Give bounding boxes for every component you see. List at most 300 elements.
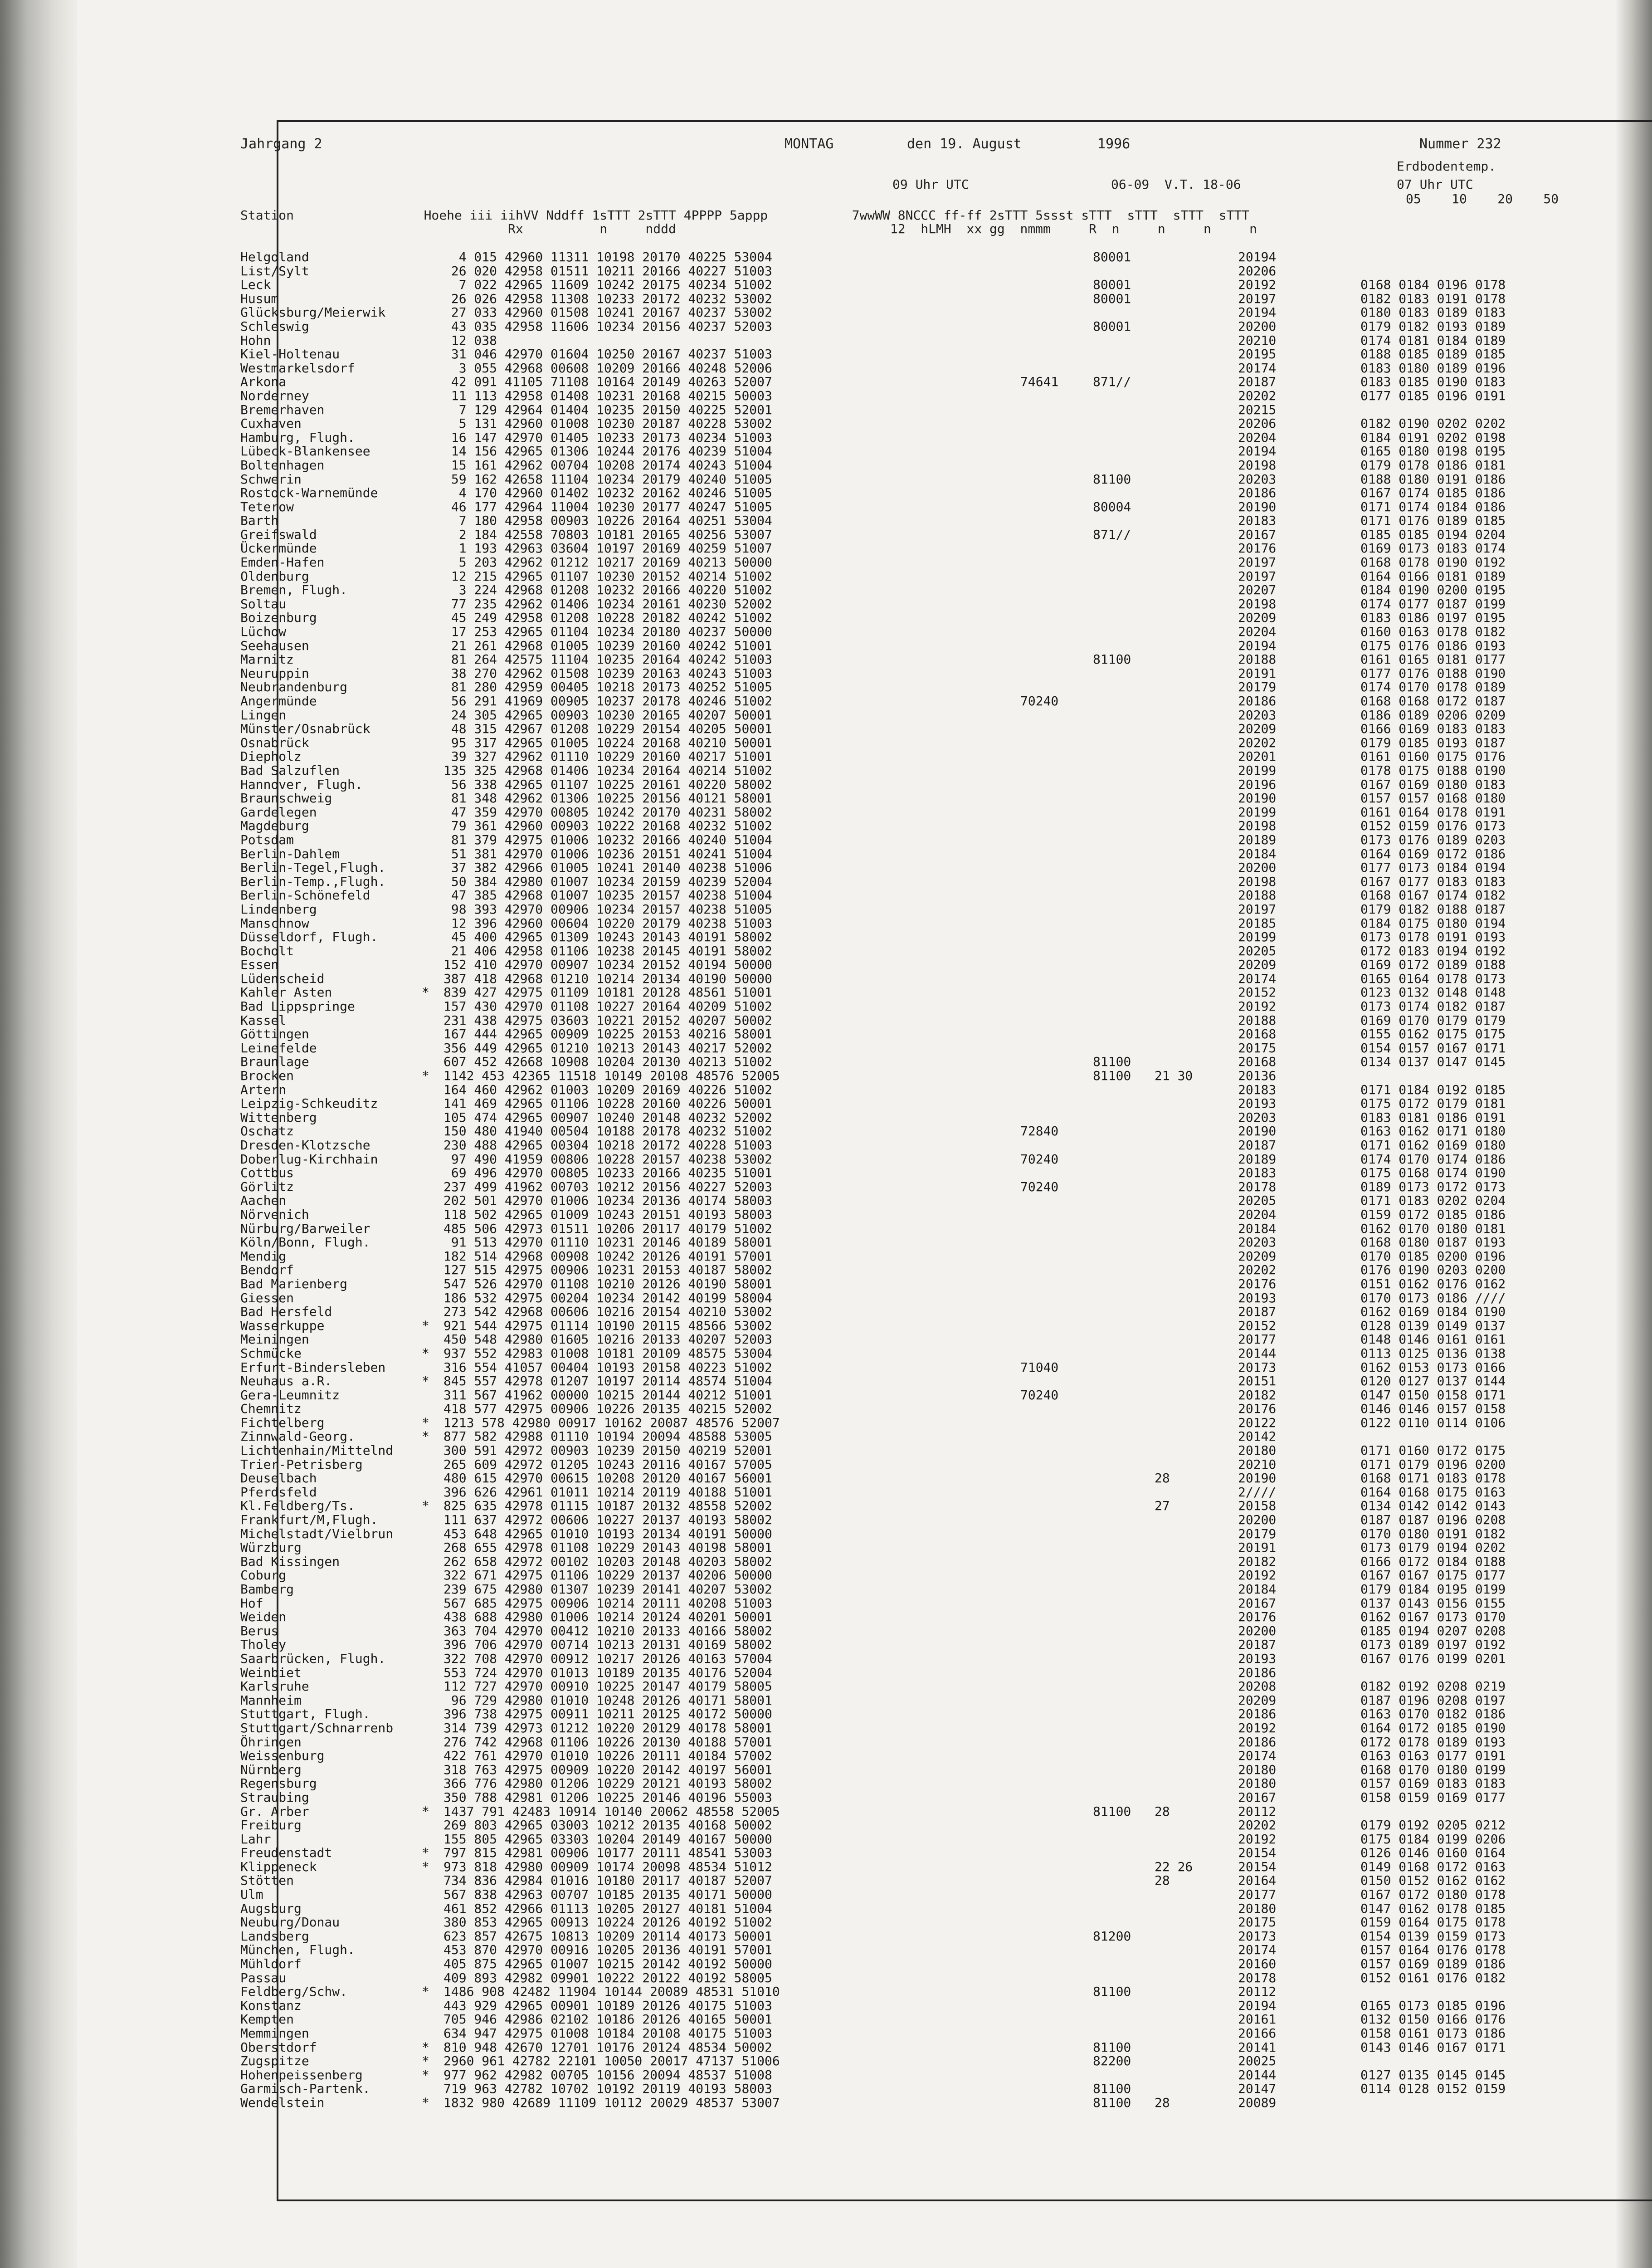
table-row bbox=[240, 611, 1574, 625]
station-name: Berlin-Temp.,Flugh. bbox=[240, 874, 386, 889]
table-row bbox=[240, 1999, 1574, 2013]
soil-temps: 0179 0184 0195 0199 bbox=[1360, 1582, 1506, 1597]
station-name: Brocken bbox=[240, 1068, 294, 1084]
table-row bbox=[240, 1805, 1574, 1819]
synop-groups: 705 946 42986 02102 10186 20126 40165 50001 bbox=[443, 2012, 772, 2027]
min-temp-group: 20179 bbox=[1238, 679, 1277, 695]
table-row bbox=[240, 680, 1574, 694]
station-name: Freudenstadt bbox=[240, 1845, 332, 1861]
station-name: Braunschweig bbox=[240, 791, 332, 806]
min-temp-group: 20112 bbox=[1238, 1984, 1277, 1999]
synop-groups: 39 327 42962 01110 10229 20160 40217 51001 bbox=[443, 749, 772, 764]
soil-temps: 0159 0164 0175 0178 bbox=[1360, 1915, 1506, 1930]
synop-groups: 453 870 42970 00916 10205 20136 40191 57001 bbox=[443, 1942, 772, 1958]
min-temp-group: 20167 bbox=[1238, 527, 1277, 542]
weather-group: 70240 bbox=[1020, 1151, 1059, 1167]
synop-groups: 845 557 42978 01207 10197 20114 48574 51004 bbox=[443, 1374, 772, 1389]
min-temp-group: 20175 bbox=[1238, 1040, 1277, 1056]
station-name: Braunlage bbox=[240, 1054, 309, 1070]
soil-temps: 0137 0143 0156 0155 bbox=[1360, 1595, 1506, 1611]
year-label: 1996 bbox=[1097, 136, 1131, 152]
soil-temps: 0164 0172 0185 0190 bbox=[1360, 1720, 1506, 1735]
soil-temps: 0168 0180 0187 0193 bbox=[1360, 1235, 1506, 1250]
min-temp-group: 20204 bbox=[1238, 430, 1277, 445]
synop-groups: 734 836 42984 01016 10180 20117 40187 52007 bbox=[443, 1873, 772, 1888]
soil-temps: 0152 0159 0176 0173 bbox=[1360, 818, 1506, 834]
min-temp-group: 20193 bbox=[1238, 1096, 1277, 1111]
table-row bbox=[240, 1749, 1574, 1763]
table-row bbox=[240, 1263, 1574, 1277]
min-temp-group: 20186 bbox=[1238, 1665, 1277, 1680]
soil-temps: 0183 0185 0190 0183 bbox=[1360, 374, 1506, 390]
synop-groups: 98 393 42970 00906 10234 20157 40238 51005 bbox=[443, 901, 772, 917]
synop-groups: 567 838 42963 00707 10185 20135 40171 50000 bbox=[443, 1887, 772, 1902]
min-temp-group: 20180 bbox=[1238, 1443, 1277, 1458]
cloud-group: 81100 bbox=[1093, 652, 1131, 667]
soil-temps: 0157 0164 0176 0178 bbox=[1360, 1942, 1506, 1958]
synop-groups: 350 788 42981 01206 10225 20146 40196 55003 bbox=[443, 1789, 772, 1805]
min-temp-group: 20191 bbox=[1238, 665, 1277, 681]
min-temp-group: 20184 bbox=[1238, 1582, 1277, 1597]
station-name: Essen bbox=[240, 957, 279, 973]
station-name: Wittenberg bbox=[240, 1110, 317, 1125]
min-temp-group: 20209 bbox=[1238, 610, 1277, 626]
table-row bbox=[240, 903, 1574, 917]
synop-groups: 59 162 42658 11104 10234 20179 40240 51005 bbox=[443, 471, 772, 487]
station-name: Potsdam bbox=[240, 832, 294, 847]
soil-temps: 0134 0142 0142 0143 bbox=[1360, 1498, 1506, 1514]
table-row bbox=[240, 445, 1574, 459]
synop-groups: 37 382 42966 01005 10241 20140 40238 51006 bbox=[443, 860, 772, 875]
station-name: Teterow bbox=[240, 499, 294, 514]
soil-temps: 0168 0167 0174 0182 bbox=[1360, 888, 1506, 903]
min-temp-group: 20209 bbox=[1238, 721, 1277, 737]
station-name: Lahr bbox=[240, 1831, 271, 1847]
synop-groups: 485 506 42973 01511 10206 20117 40179 51002 bbox=[443, 1221, 772, 1236]
weather-group: 72840 bbox=[1020, 1124, 1059, 1139]
soil-temps: 0187 0196 0208 0197 bbox=[1360, 1692, 1506, 1708]
synop-groups: 937 552 42983 01008 10181 20109 48575 53004 bbox=[443, 1345, 772, 1361]
synop-groups: 276 742 42968 01106 10226 20130 40188 57001 bbox=[443, 1734, 772, 1750]
station-name: Stuttgart, Flugh. bbox=[240, 1706, 370, 1722]
station-name: Lingen bbox=[240, 707, 287, 723]
synop-groups: 81 264 42575 11104 10235 20164 40242 51003 bbox=[443, 652, 772, 667]
min-temp-group: 20210 bbox=[1238, 1457, 1277, 1472]
synop-groups: 1 193 42963 03604 10197 20169 40259 51007 bbox=[443, 541, 772, 556]
table-row bbox=[240, 639, 1574, 653]
cloud-group: 81100 bbox=[1093, 1984, 1131, 1999]
table-row bbox=[240, 278, 1574, 292]
synop-groups: 311 567 41962 00000 10215 20144 40212 51001 bbox=[443, 1387, 772, 1403]
weather-group: 70240 bbox=[1020, 1387, 1059, 1403]
min-temp-group: 20197 bbox=[1238, 901, 1277, 917]
station-name: Weiden bbox=[240, 1609, 287, 1625]
table-row bbox=[240, 653, 1574, 667]
min-temp-group: 20178 bbox=[1238, 1179, 1277, 1194]
synop-groups: 3 055 42968 00608 10209 20166 40248 52006 bbox=[443, 360, 772, 376]
soil-temps: 0170 0173 0186 //// bbox=[1360, 1290, 1506, 1305]
station-name: Berlin-Tegel,Flugh. bbox=[240, 860, 386, 875]
soil-temps: 0173 0179 0194 0202 bbox=[1360, 1540, 1506, 1555]
soil-temps: 0164 0166 0181 0189 bbox=[1360, 568, 1506, 584]
table-row bbox=[240, 2041, 1574, 2055]
weather-group: 74641 bbox=[1020, 374, 1059, 390]
station-name: Lindenberg bbox=[240, 901, 317, 917]
soil-temps: 0185 0185 0194 0204 bbox=[1360, 527, 1506, 542]
soil-temps: 0177 0176 0188 0190 bbox=[1360, 665, 1506, 681]
min-temp-group: 20166 bbox=[1238, 2026, 1277, 2041]
synop-groups: 1832 980 42689 11109 10112 20029 48537 53007 bbox=[443, 2095, 780, 2110]
station-name: Dresden-Klotzsche bbox=[240, 1138, 370, 1153]
min-temp-group: 20198 bbox=[1238, 818, 1277, 834]
synop-groups: 24 305 42965 00903 10230 20165 40207 50001 bbox=[443, 707, 772, 723]
station-name: Köln/Bonn, Flugh. bbox=[240, 1235, 370, 1250]
min-temp-group: 20184 bbox=[1238, 1221, 1277, 1236]
synop-groups: 79 361 42960 00903 10222 20168 40232 51002 bbox=[443, 818, 772, 834]
station-name: Doberlug-Kirchhain bbox=[240, 1151, 378, 1167]
station-name: Oberstdorf bbox=[240, 2039, 317, 2055]
station-name: Kiel-Holtenau bbox=[240, 347, 340, 362]
soil-temps: 0175 0184 0199 0206 bbox=[1360, 1831, 1506, 1847]
synop-groups: 231 438 42975 03603 10221 20152 40207 50002 bbox=[443, 1012, 772, 1028]
synop-groups: 1486 908 42482 11904 10144 20089 48531 51010 bbox=[443, 1984, 780, 1999]
min-temp-group: 20167 bbox=[1238, 1789, 1277, 1805]
weather-group: 70240 bbox=[1020, 694, 1059, 709]
gust-group: 21 30 bbox=[1155, 1068, 1193, 1084]
soil-temps: 0179 0178 0186 0181 bbox=[1360, 457, 1506, 473]
synop-groups: 921 544 42975 01114 10190 20115 48566 53002 bbox=[443, 1318, 772, 1333]
station-name: Konstanz bbox=[240, 1998, 302, 2013]
min-temp-group: 20190 bbox=[1238, 1471, 1277, 1486]
synop-groups: 202 501 42970 01006 10234 20136 40174 58003 bbox=[443, 1193, 772, 1208]
min-temp-group: 20215 bbox=[1238, 402, 1277, 417]
min-temp-group: 20194 bbox=[1238, 305, 1277, 320]
synop-groups: 3 224 42968 01208 10232 20166 40220 51002 bbox=[443, 582, 772, 598]
synop-groups: 50 384 42980 01007 10234 20159 40239 52004 bbox=[443, 874, 772, 889]
synop-groups: 155 805 42965 03303 10204 20149 40167 50000 bbox=[443, 1831, 772, 1847]
table-row bbox=[240, 1305, 1574, 1319]
table-row bbox=[240, 1874, 1574, 1888]
min-temp-group: 20192 bbox=[1238, 277, 1277, 293]
soil-temps: 0162 0153 0173 0166 bbox=[1360, 1359, 1506, 1375]
soil-temps: 0172 0183 0194 0192 bbox=[1360, 943, 1506, 958]
station-name: List/Sylt bbox=[240, 263, 309, 279]
table-row bbox=[240, 1610, 1574, 1624]
synop-groups: 17 253 42965 01104 10234 20180 40237 50000 bbox=[443, 624, 772, 640]
min-temp-group: 20208 bbox=[1238, 1679, 1277, 1694]
min-temp-group: 20174 bbox=[1238, 1748, 1277, 1764]
table-row bbox=[240, 1153, 1574, 1167]
synop-groups: 157 430 42970 01108 10227 20164 40209 51002 bbox=[443, 999, 772, 1014]
table-row bbox=[240, 1194, 1574, 1208]
table-row bbox=[240, 847, 1574, 861]
table-row bbox=[240, 306, 1574, 320]
min-temp-group: 20183 bbox=[1238, 513, 1277, 528]
soil-temps: 0167 0167 0175 0177 bbox=[1360, 1568, 1506, 1583]
issue-number: Nummer 232 bbox=[1419, 136, 1501, 152]
synop-groups: 2960 961 42782 22101 10050 20017 47137 51006 bbox=[443, 2053, 780, 2069]
table-row bbox=[240, 833, 1574, 847]
soil-temps: 0146 0146 0157 0158 bbox=[1360, 1401, 1506, 1417]
synop-groups: 7 129 42964 01404 10235 20150 40225 52001 bbox=[443, 402, 772, 417]
soil-temps: 0134 0137 0147 0145 bbox=[1360, 1054, 1506, 1070]
document-page bbox=[77, 0, 1616, 2268]
min-temp-group: 20202 bbox=[1238, 1818, 1277, 1833]
station-name: Oldenburg bbox=[240, 568, 309, 584]
synop-groups: 553 724 42970 01013 10189 20135 40176 52004 bbox=[443, 1665, 772, 1680]
min-temp-group: 20200 bbox=[1238, 1512, 1277, 1528]
station-name: Michelstadt/Vielbrun bbox=[240, 1526, 394, 1541]
station-name: Barth bbox=[240, 513, 279, 528]
station-name: Kahler Asten bbox=[240, 985, 332, 1000]
station-name: Arkona bbox=[240, 374, 287, 390]
soil-temps: 0164 0169 0172 0186 bbox=[1360, 846, 1506, 861]
synop-groups: 230 488 42965 00304 10218 20172 40228 51003 bbox=[443, 1138, 772, 1153]
min-temp-group: 20174 bbox=[1238, 1942, 1277, 1958]
station-name: Berlin-Schönefeld bbox=[240, 888, 370, 903]
min-temp-group: 20192 bbox=[1238, 1720, 1277, 1735]
soil-temps: 0171 0179 0196 0200 bbox=[1360, 1457, 1506, 1472]
table-row bbox=[240, 320, 1574, 334]
station-name: Frankfurt/M,Flugh. bbox=[240, 1512, 378, 1528]
station-name: Mannheim bbox=[240, 1692, 302, 1708]
soil-temps: 0147 0162 0178 0185 bbox=[1360, 1901, 1506, 1916]
station-name: Kassel bbox=[240, 1012, 287, 1028]
station-name: Weinbiet bbox=[240, 1665, 302, 1680]
synop-groups: 150 480 41940 00504 10188 20178 40232 51002 bbox=[443, 1124, 772, 1139]
min-temp-group: 20209 bbox=[1238, 1692, 1277, 1708]
table-row bbox=[240, 1777, 1574, 1791]
min-temp-group: 20210 bbox=[1238, 332, 1277, 348]
cloud-group: 80001 bbox=[1093, 249, 1131, 264]
min-temp-group: 20182 bbox=[1238, 1387, 1277, 1403]
synop-groups: 810 948 42670 12701 10176 20124 48534 50002 bbox=[443, 2039, 772, 2055]
table-row bbox=[240, 514, 1574, 528]
station-name: Nürnberg bbox=[240, 1762, 302, 1777]
soil-temps: 0176 0190 0203 0200 bbox=[1360, 1262, 1506, 1278]
soil-temps: 0163 0170 0182 0186 bbox=[1360, 1706, 1506, 1722]
min-temp-group: 20185 bbox=[1238, 915, 1277, 931]
min-temp-group: 20205 bbox=[1238, 1193, 1277, 1208]
min-temp-group: 20142 bbox=[1238, 1429, 1277, 1444]
station-name: Rostock-Warnemünde bbox=[240, 485, 378, 501]
soil-temps: 0155 0162 0175 0175 bbox=[1360, 1026, 1506, 1042]
station-name: Neuburg/Donau bbox=[240, 1915, 340, 1930]
station-name: Osnabrück bbox=[240, 735, 309, 750]
station-name: Bad Salzuflen bbox=[240, 763, 340, 778]
synop-groups: 81 348 42962 01306 10225 20156 40121 58001 bbox=[443, 791, 772, 806]
soil-temps: 0175 0176 0186 0193 bbox=[1360, 638, 1506, 653]
min-temp-group: 20207 bbox=[1238, 582, 1277, 598]
table-row bbox=[240, 292, 1574, 306]
cloud-group: 81100 bbox=[1093, 2095, 1131, 2110]
table-row bbox=[240, 1694, 1574, 1708]
min-temp-group: 20154 bbox=[1238, 1859, 1277, 1874]
mountain-marker: * bbox=[422, 1068, 429, 1084]
station-name: Oschatz bbox=[240, 1124, 294, 1139]
station-name: Lüchow bbox=[240, 624, 287, 640]
synop-groups: 567 685 42975 00906 10214 20111 40208 51003 bbox=[443, 1595, 772, 1611]
station-name: Hof bbox=[240, 1595, 263, 1611]
table-row bbox=[240, 778, 1574, 792]
table-row bbox=[240, 694, 1574, 709]
min-temp-group: 20194 bbox=[1238, 638, 1277, 653]
table-row bbox=[240, 1541, 1574, 1555]
synop-groups: 31 046 42970 01604 10250 20167 40237 51003 bbox=[443, 347, 772, 362]
table-row bbox=[240, 1721, 1574, 1735]
min-temp-group: 20194 bbox=[1238, 249, 1277, 264]
table-row bbox=[240, 1347, 1574, 1361]
time-0609-heading: 06-09 V.T. 18-06 bbox=[1111, 177, 1241, 192]
station-name: Artern bbox=[240, 1082, 287, 1097]
table-row bbox=[240, 1971, 1574, 1985]
synop-groups: 45 400 42965 01309 10243 20143 40191 58002 bbox=[443, 929, 772, 945]
station-name: Berlin-Dahlem bbox=[240, 846, 340, 861]
min-temp-group: 20204 bbox=[1238, 624, 1277, 640]
min-temp-group: 20206 bbox=[1238, 416, 1277, 431]
station-name: Leinefelde bbox=[240, 1040, 317, 1056]
synop-groups: 269 803 42965 03003 10212 20135 40168 50002 bbox=[443, 1818, 772, 1833]
synop-groups: 182 514 42968 00908 10242 20126 40191 57001 bbox=[443, 1248, 772, 1264]
station-name: Bremen, Flugh. bbox=[240, 582, 348, 598]
soil-temp-heading: Erdbodentemp. bbox=[1397, 159, 1496, 174]
table-row bbox=[240, 1014, 1574, 1028]
synop-groups: 7 180 42958 00903 10226 20164 40251 53004 bbox=[443, 513, 772, 528]
soil-temps: 0169 0170 0179 0179 bbox=[1360, 1012, 1506, 1028]
synop-groups: 273 542 42968 00606 10216 20154 40210 53002 bbox=[443, 1304, 772, 1320]
station-name: Gardelegen bbox=[240, 804, 317, 820]
table-row bbox=[240, 1833, 1574, 1847]
mountain-marker: * bbox=[422, 2039, 429, 2055]
station-name: Ulm bbox=[240, 1887, 263, 1902]
soil-temps: 0148 0146 0161 0161 bbox=[1360, 1332, 1506, 1347]
min-temp-group: 20195 bbox=[1238, 347, 1277, 362]
min-temp-group: 20203 bbox=[1238, 471, 1277, 487]
table-row bbox=[240, 2013, 1574, 2027]
synop-groups: 316 554 41057 00404 10193 20158 40223 51002 bbox=[443, 1359, 772, 1375]
min-temp-group: 20188 bbox=[1238, 652, 1277, 667]
min-temp-group: 2//// bbox=[1238, 1484, 1277, 1500]
min-temp-group: 20160 bbox=[1238, 1956, 1277, 1972]
min-temp-group: 20190 bbox=[1238, 791, 1277, 806]
table-row bbox=[240, 930, 1574, 944]
min-temp-group: 20193 bbox=[1238, 1290, 1277, 1305]
synop-groups: 96 729 42980 01010 10248 20126 40171 58001 bbox=[443, 1692, 772, 1708]
min-temp-group: 20179 bbox=[1238, 1526, 1277, 1541]
synop-groups: 48 315 42967 01208 10229 20154 40205 50001 bbox=[443, 721, 772, 737]
min-temp-group: 20192 bbox=[1238, 1568, 1277, 1583]
min-temp-group: 20151 bbox=[1238, 1374, 1277, 1389]
station-name: Trier-Petrisberg bbox=[240, 1457, 363, 1472]
synop-groups: 547 526 42970 01108 10210 20126 40190 58001 bbox=[443, 1276, 772, 1291]
min-temp-group: 20112 bbox=[1238, 1804, 1277, 1819]
station-name: Schwerin bbox=[240, 471, 302, 487]
table-row bbox=[240, 500, 1574, 514]
soil-temps: 0184 0175 0180 0194 bbox=[1360, 915, 1506, 931]
soil-temps: 0171 0184 0192 0185 bbox=[1360, 1082, 1506, 1097]
table-row bbox=[240, 1957, 1574, 1971]
soil-temps: 0161 0165 0181 0177 bbox=[1360, 652, 1506, 667]
synop-groups: 152 410 42970 00907 10234 20152 40194 50000 bbox=[443, 957, 772, 973]
table-row bbox=[240, 750, 1574, 764]
synop-groups: 396 706 42970 00714 10213 20131 40169 58002 bbox=[443, 1637, 772, 1652]
table-row bbox=[240, 1361, 1574, 1375]
table-row bbox=[240, 1499, 1574, 1513]
synop-groups: 634 947 42975 01008 10184 20108 40175 51003 bbox=[443, 2026, 772, 2041]
station-name: Zugspitze bbox=[240, 2053, 309, 2069]
table-row bbox=[240, 1527, 1574, 1541]
mountain-marker: * bbox=[422, 2095, 429, 2110]
synop-groups: 237 499 41962 00703 10212 20156 40227 52003 bbox=[443, 1179, 772, 1194]
min-temp-group: 20182 bbox=[1238, 1554, 1277, 1569]
table-row bbox=[240, 1124, 1574, 1139]
station-name: Saarbrücken, Flugh. bbox=[240, 1651, 386, 1666]
table-row bbox=[240, 1027, 1574, 1041]
min-temp-group: 20205 bbox=[1238, 943, 1277, 958]
soil-temps: 0127 0135 0145 0145 bbox=[1360, 2067, 1506, 2082]
station-name: Westmarkelsdorf bbox=[240, 360, 355, 376]
synop-groups: 164 460 42962 01003 10209 20169 40226 51002 bbox=[443, 1082, 772, 1097]
soil-temps: 0167 0176 0199 0201 bbox=[1360, 1651, 1506, 1666]
min-temp-group: 20186 bbox=[1238, 1734, 1277, 1750]
table-row bbox=[240, 1763, 1574, 1777]
min-temp-group: 20202 bbox=[1238, 735, 1277, 750]
table-row bbox=[240, 2068, 1574, 2082]
synop-groups: 47 385 42968 01007 10235 20157 40238 51004 bbox=[443, 888, 772, 903]
soil-temps: 0152 0161 0176 0182 bbox=[1360, 1970, 1506, 1985]
synop-groups: 27 033 42960 01508 10241 20167 40237 53002 bbox=[443, 305, 772, 320]
table-row bbox=[240, 1208, 1574, 1222]
cloud-group: 80004 bbox=[1093, 499, 1131, 514]
columns-heading: Station Hoehe iii iihVV Nddff 1sTTT 2sTTT 4PPPP 5appp 7wwWW 8NCCC ff-ff 2sTTT 5ssst sTTT sTTT sTTT sTTT bbox=[240, 208, 1250, 223]
mountain-marker: * bbox=[422, 1374, 429, 1389]
soil-temps: 0123 0132 0148 0148 bbox=[1360, 985, 1506, 1000]
table-row bbox=[240, 1569, 1574, 1583]
station-name: Nürburg/Barweiler bbox=[240, 1221, 370, 1236]
synop-groups: 314 739 42973 01212 10220 20129 40178 58001 bbox=[443, 1720, 772, 1735]
station-name: Göttingen bbox=[240, 1026, 309, 1042]
table-row bbox=[240, 1402, 1574, 1416]
synop-groups: 11 113 42958 01408 10231 20168 40215 50003 bbox=[443, 388, 772, 403]
date-label: den 19. August bbox=[907, 136, 1022, 152]
min-temp-group: 20193 bbox=[1238, 1651, 1277, 1666]
min-temp-group: 20209 bbox=[1238, 1248, 1277, 1264]
synop-groups: 38 270 42962 01508 10239 20163 40243 51003 bbox=[443, 665, 772, 681]
soil-temps: 0114 0128 0152 0159 bbox=[1360, 2081, 1506, 2097]
table-row bbox=[240, 1486, 1574, 1500]
soil-temps: 0161 0164 0178 0191 bbox=[1360, 804, 1506, 820]
synop-groups: 409 893 42982 09901 10222 20122 40192 58005 bbox=[443, 1970, 772, 1985]
cloud-group: 81100 bbox=[1093, 1054, 1131, 1070]
synop-groups: 5 203 42962 01212 10217 20169 40213 50000 bbox=[443, 555, 772, 570]
table-row bbox=[240, 583, 1574, 597]
min-temp-group: 20136 bbox=[1238, 1068, 1277, 1084]
synop-groups: 26 026 42958 11308 10233 20172 40232 53002 bbox=[443, 291, 772, 306]
soil-temps: 0132 0150 0166 0176 bbox=[1360, 2012, 1506, 2027]
min-temp-group: 20167 bbox=[1238, 1595, 1277, 1611]
table-row bbox=[240, 542, 1574, 556]
soil-temps: 0182 0190 0202 0202 bbox=[1360, 416, 1506, 431]
min-temp-group: 20025 bbox=[1238, 2053, 1277, 2069]
station-name: Klippeneck bbox=[240, 1859, 317, 1874]
min-temp-group: 20203 bbox=[1238, 1235, 1277, 1250]
station-name: Garmisch-Partenk. bbox=[240, 2081, 370, 2097]
table-row bbox=[240, 1069, 1574, 1083]
soil-temps: 0168 0184 0196 0178 bbox=[1360, 277, 1506, 293]
soil-temps: 0169 0172 0189 0188 bbox=[1360, 957, 1506, 973]
station-name: Cuxhaven bbox=[240, 416, 302, 431]
table-row bbox=[240, 958, 1574, 972]
